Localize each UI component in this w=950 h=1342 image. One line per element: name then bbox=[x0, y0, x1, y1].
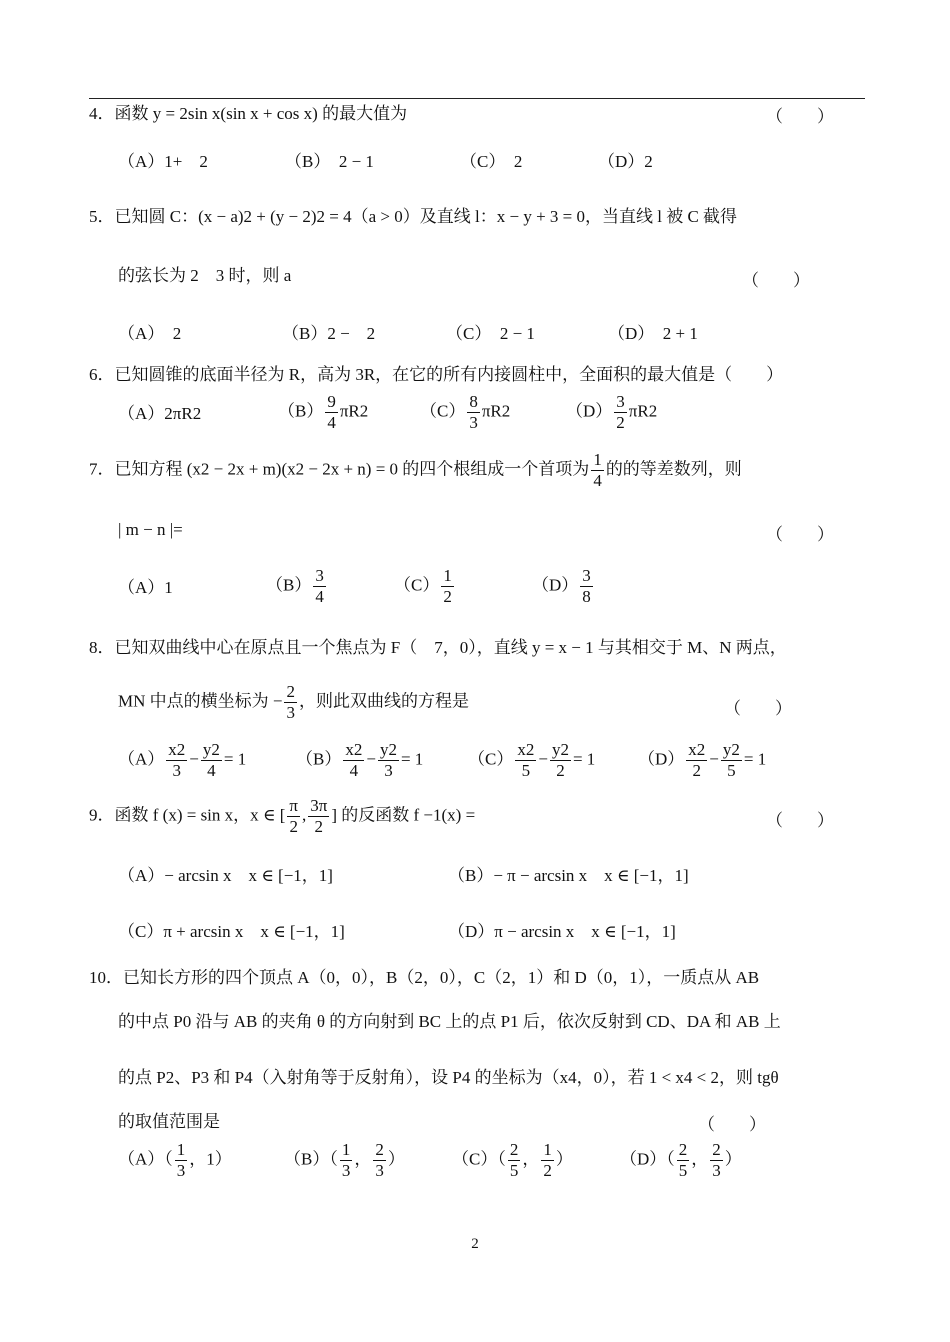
denominator: 4 bbox=[349, 761, 359, 780]
option-label: （C） bbox=[468, 749, 514, 769]
fraction bbox=[201, 740, 222, 781]
option-label: （A）（ bbox=[118, 1149, 173, 1169]
numerator: π bbox=[289, 796, 298, 815]
question-8-option-b bbox=[296, 740, 423, 781]
fraction bbox=[166, 740, 187, 781]
question-9-option-c: （C）π + arcsin x x ∈ [−1，1] bbox=[118, 922, 345, 941]
question-5-option-b: （B）2 − 2 bbox=[282, 324, 376, 343]
numerator: 2 bbox=[286, 682, 295, 701]
question-8-stem-line2 bbox=[118, 682, 469, 723]
fraction bbox=[308, 796, 329, 837]
option-label: （A） bbox=[118, 404, 165, 423]
question-9-answer-paren: （ ） bbox=[766, 811, 834, 830]
fraction bbox=[508, 1140, 521, 1181]
question-10-option-d bbox=[620, 1140, 742, 1181]
denominator: 3 bbox=[341, 1161, 351, 1180]
denominator: 2 bbox=[289, 817, 298, 836]
option-label: （C） bbox=[420, 401, 466, 421]
comma: ， bbox=[522, 1149, 540, 1169]
question-5-option-a: （A） 2 bbox=[118, 324, 182, 343]
question-8-option-a bbox=[118, 740, 246, 781]
question-7-option-d bbox=[532, 566, 595, 607]
option-tail: πR2 bbox=[481, 401, 511, 421]
fraction bbox=[467, 392, 480, 433]
option-label: （D）（ bbox=[620, 1149, 675, 1169]
question-10-stem-line2: 的中点 P0 沿与 AB 的夹角 θ 的方向射到 BC 上的点 P1 后，依次反射到 CD、DA 和 AB 上 bbox=[118, 1012, 781, 1031]
option-tail: ） bbox=[555, 1149, 573, 1169]
fraction bbox=[378, 740, 399, 781]
denominator: 2 bbox=[314, 817, 324, 836]
denominator: 2 bbox=[543, 1161, 552, 1180]
minus-sign: − bbox=[709, 749, 719, 769]
equals-one: = 1 bbox=[743, 749, 767, 769]
option-label: （B） bbox=[278, 401, 324, 421]
numerator: x2 bbox=[688, 740, 706, 759]
question-9-option-b: （B）− π − arcsin x x ∈ [−1，1] bbox=[448, 866, 689, 885]
option-label: （C） bbox=[394, 575, 440, 595]
fraction bbox=[686, 740, 707, 781]
option-label: （D） bbox=[638, 749, 685, 769]
header-rule bbox=[89, 98, 865, 99]
question-6-option-d bbox=[566, 392, 657, 433]
numerator: x2 bbox=[345, 740, 363, 759]
option-tail: ） bbox=[387, 1149, 405, 1169]
question-9-option-a: （A）− arcsin x x ∈ [−1，1] bbox=[118, 866, 333, 885]
option-label: （A） bbox=[118, 749, 165, 769]
stem-text: 7．已知方程 (x2 − 2x + m)(x2 − 2x + n) = 0 的四个根组成一个首项为 bbox=[89, 459, 590, 479]
fraction bbox=[373, 1140, 386, 1181]
numerator: 8 bbox=[469, 392, 478, 411]
question-7-option-c bbox=[394, 566, 456, 607]
denominator: 5 bbox=[509, 1161, 519, 1180]
denominator: 3 bbox=[712, 1161, 721, 1180]
denominator: 2 bbox=[443, 587, 452, 606]
fraction bbox=[325, 392, 338, 433]
numerator: 3 bbox=[315, 566, 324, 585]
option-label: （B）（ bbox=[284, 1149, 338, 1169]
numerator: y2 bbox=[551, 740, 569, 759]
fraction bbox=[591, 450, 604, 491]
numerator: 1 bbox=[176, 1140, 186, 1159]
option-tail: πR2 bbox=[628, 401, 658, 421]
question-7-option-b bbox=[266, 566, 328, 607]
option-tail: ，1） bbox=[189, 1149, 232, 1169]
numerator: y2 bbox=[202, 740, 220, 759]
numerator: x2 bbox=[168, 740, 186, 759]
comma: , bbox=[302, 805, 307, 825]
question-4-option-a: （A）1+ 2 bbox=[118, 152, 208, 171]
option-label: （C）（ bbox=[452, 1149, 506, 1169]
denominator: 5 bbox=[678, 1161, 688, 1180]
equals-one: = 1 bbox=[223, 749, 247, 769]
question-7-answer-paren: （ ） bbox=[766, 525, 834, 544]
fraction bbox=[441, 566, 454, 607]
question-4-option-d: （D）2 bbox=[598, 152, 653, 171]
numerator: 3π bbox=[310, 796, 328, 815]
fraction bbox=[175, 1140, 188, 1181]
question-8-option-c bbox=[468, 740, 595, 781]
denominator: 3 bbox=[375, 1161, 384, 1180]
minus-sign: − bbox=[538, 749, 548, 769]
denominator: 5 bbox=[727, 761, 736, 780]
question-10-stem-line4: 的取值范围是 bbox=[118, 1112, 220, 1131]
question-7-stem-line1 bbox=[89, 450, 742, 491]
question-6-option-c bbox=[420, 392, 510, 433]
question-4-option-b: （B） 2 − 1 bbox=[285, 152, 374, 171]
numerator: 1 bbox=[341, 1140, 351, 1159]
question-7-stem-line2: | m − n |= bbox=[118, 520, 183, 539]
fraction bbox=[580, 566, 593, 607]
equals-one: = 1 bbox=[572, 749, 596, 769]
denominator: 3 bbox=[172, 761, 182, 780]
question-10-stem-line1: 10．已知长方形的四个顶点 A（0，0），B（2，0），C（2，1）和 D（0，1），一质点从 AB bbox=[89, 968, 760, 987]
denominator: 8 bbox=[582, 587, 591, 606]
comma: ， bbox=[354, 1149, 372, 1169]
minus-sign: − bbox=[366, 749, 376, 769]
option-label: （D） bbox=[532, 575, 579, 595]
denominator: 5 bbox=[521, 761, 531, 780]
fraction bbox=[343, 740, 364, 781]
option-label: （B） bbox=[296, 749, 342, 769]
minus-sign: − bbox=[189, 749, 199, 769]
numerator: 2 bbox=[509, 1140, 519, 1159]
fraction bbox=[541, 1140, 554, 1181]
question-10-stem-line3: 的点 P2、P3 和 P4（入射角等于反射角），设 P4 的坐标为（x4，0），若 1 < x4 < 2，则 tgθ bbox=[118, 1068, 779, 1087]
fraction bbox=[284, 682, 297, 723]
numerator: 3 bbox=[616, 392, 625, 411]
denominator: 2 bbox=[692, 761, 702, 780]
denominator: 3 bbox=[286, 703, 295, 722]
numerator: 1 bbox=[543, 1140, 552, 1159]
question-7-option-a: （A）1 bbox=[118, 578, 173, 597]
question-10-option-a bbox=[118, 1140, 232, 1181]
question-9-option-d: （D）π − arcsin x x ∈ [−1，1] bbox=[448, 922, 676, 941]
page-number: 2 bbox=[471, 1236, 479, 1252]
fraction bbox=[313, 566, 326, 607]
question-10-option-c bbox=[452, 1140, 573, 1181]
denominator: 3 bbox=[176, 1161, 186, 1180]
question-5-answer-paren: （ ） bbox=[742, 271, 810, 290]
numerator: 2 bbox=[375, 1140, 384, 1159]
question-6-stem: 6．已知圆锥的底面半径为 R，高为 3R，在它的所有内接圆柱中，全面积的最大值是（ ） bbox=[89, 365, 784, 384]
comma: ， bbox=[691, 1149, 709, 1169]
question-9-stem bbox=[89, 796, 475, 837]
fraction bbox=[550, 740, 571, 781]
numerator: 1 bbox=[593, 450, 602, 469]
option-tail: ） bbox=[724, 1149, 742, 1169]
stem-text: 9．函数 f (x) = sin x，x ∈ [ bbox=[89, 805, 286, 825]
question-5-stem-line2: 的弦长为 2 3 时，则 a bbox=[118, 266, 292, 285]
fraction bbox=[287, 796, 300, 837]
denominator: 4 bbox=[593, 471, 602, 490]
question-4-stem: 4．函数 y = 2sin x(sin x + cos x) 的最大值为 bbox=[89, 104, 408, 123]
question-4-option-c: （C） 2 bbox=[460, 152, 523, 171]
numerator: y2 bbox=[722, 740, 740, 759]
denominator: 4 bbox=[207, 761, 216, 780]
option-label: （B） bbox=[266, 575, 312, 595]
question-5-option-d: （D） 2 + 1 bbox=[608, 324, 698, 343]
numerator: x2 bbox=[517, 740, 535, 759]
question-5-stem-line1: 5．已知圆 C：(x − a)2 + (y − 2)2 = 4（a > 0）及直线 l：x − y + 3 = 0，当直线 l 被 C 截得 bbox=[89, 207, 738, 226]
question-4-answer-paren: （ ） bbox=[766, 107, 834, 126]
stem-text: ，则此双曲线的方程是 bbox=[298, 691, 469, 711]
fraction bbox=[721, 740, 742, 781]
question-8-option-d bbox=[638, 740, 766, 781]
option-tail: πR2 bbox=[339, 401, 369, 421]
question-6-option-a bbox=[118, 402, 201, 426]
question-8-stem-line1: 8．已知双曲线中心在原点且一个焦点为 F（ 7，0），直线 y = x − 1 与其相交于 M、N 两点， bbox=[89, 638, 787, 657]
denominator: 3 bbox=[469, 413, 478, 432]
question-6-option-b bbox=[278, 392, 368, 433]
equals-one: = 1 bbox=[400, 749, 424, 769]
question-10-answer-paren: （ ） bbox=[698, 1115, 766, 1134]
numerator: y2 bbox=[379, 740, 397, 759]
numerator: 2 bbox=[712, 1140, 721, 1159]
numerator: 2 bbox=[678, 1140, 688, 1159]
fraction bbox=[710, 1140, 723, 1181]
question-5-option-c: （C） 2 − 1 bbox=[446, 324, 535, 343]
numerator: 1 bbox=[443, 566, 452, 585]
stem-text: 的的等差数列，则 bbox=[605, 459, 742, 479]
denominator: 3 bbox=[384, 761, 393, 780]
question-10-option-b bbox=[284, 1140, 405, 1181]
stem-text: MN 中点的横坐标为 − bbox=[118, 691, 283, 711]
denominator: 2 bbox=[616, 413, 625, 432]
numerator: 3 bbox=[582, 566, 591, 585]
denominator: 4 bbox=[327, 413, 336, 432]
fraction bbox=[677, 1140, 690, 1181]
denominator: 2 bbox=[556, 761, 565, 780]
numerator: 9 bbox=[327, 392, 336, 411]
fraction bbox=[515, 740, 536, 781]
fraction bbox=[340, 1140, 353, 1181]
option-value: 2πR2 bbox=[164, 404, 202, 423]
denominator: 4 bbox=[315, 587, 324, 606]
option-label: （D） bbox=[566, 401, 613, 421]
question-8-answer-paren: （ ） bbox=[724, 699, 792, 718]
stem-text: ] 的反函数 f −1(x) = bbox=[331, 805, 476, 825]
fraction bbox=[614, 392, 627, 433]
